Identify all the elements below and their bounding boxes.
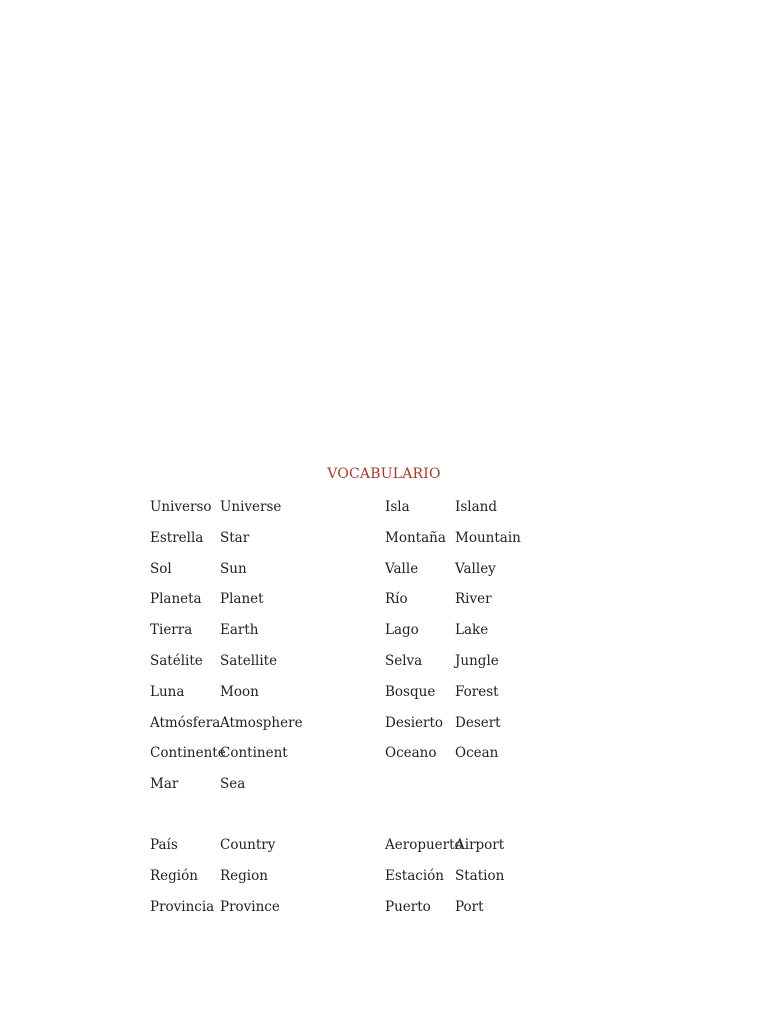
spanish-word: Continente (150, 745, 226, 761)
spanish-word: Sol (150, 561, 172, 577)
spanish-word: Tierra (150, 622, 193, 638)
english-word: Satellite (220, 653, 278, 669)
spanish-word: Estrella (150, 530, 204, 546)
spanish-word: Río (385, 591, 408, 607)
vocabulary-title: VOCABULARIO (327, 466, 441, 482)
english-word: Sun (220, 561, 247, 577)
english-word: Continent (220, 745, 288, 761)
english-word: Universe (220, 499, 282, 515)
spanish-word: Lago (385, 622, 419, 638)
english-word: Ocean (455, 745, 499, 761)
english-word: Valley (455, 561, 496, 577)
english-word: Lake (455, 622, 489, 638)
spanish-word: Atmósfera (150, 715, 221, 731)
spanish-word: Oceano (385, 745, 437, 761)
spanish-word: Planeta (150, 591, 202, 607)
spanish-word: Valle (385, 561, 419, 577)
english-word: Island (455, 499, 497, 515)
english-word: Forest (455, 684, 499, 700)
spanish-word: Estación (385, 868, 444, 884)
english-word: Star (220, 530, 250, 546)
spanish-word: Universo (150, 499, 212, 515)
english-word: River (455, 591, 492, 607)
spanish-word: Provincia (150, 899, 215, 915)
english-word: Earth (220, 622, 259, 638)
spanish-word: Región (150, 868, 198, 884)
english-word: Region (220, 868, 268, 884)
english-word: Atmosphere (220, 715, 303, 731)
english-word: Moon (220, 684, 259, 700)
spanish-word: Mar (150, 776, 179, 792)
english-word: Mountain (455, 530, 521, 546)
spanish-word: Aeropuerto (385, 837, 463, 853)
spanish-word: Desierto (385, 715, 444, 731)
english-word: Port (455, 899, 484, 915)
spanish-word: Luna (150, 684, 185, 700)
spanish-word: País (150, 837, 178, 853)
english-word: Country (220, 837, 276, 853)
spanish-word: Montaña (385, 530, 446, 546)
english-word: Desert (455, 715, 501, 731)
english-word: Sea (220, 776, 246, 792)
english-word: Province (220, 899, 280, 915)
english-word: Station (455, 868, 505, 884)
spanish-word: Isla (385, 499, 410, 515)
spanish-word: Selva (385, 653, 423, 669)
spanish-word: Puerto (385, 899, 431, 915)
english-word: Jungle (455, 653, 499, 669)
spanish-word: Bosque (385, 684, 436, 700)
spanish-word: Satélite (150, 653, 203, 669)
english-word: Planet (220, 591, 264, 607)
english-word: Airport (455, 837, 505, 853)
